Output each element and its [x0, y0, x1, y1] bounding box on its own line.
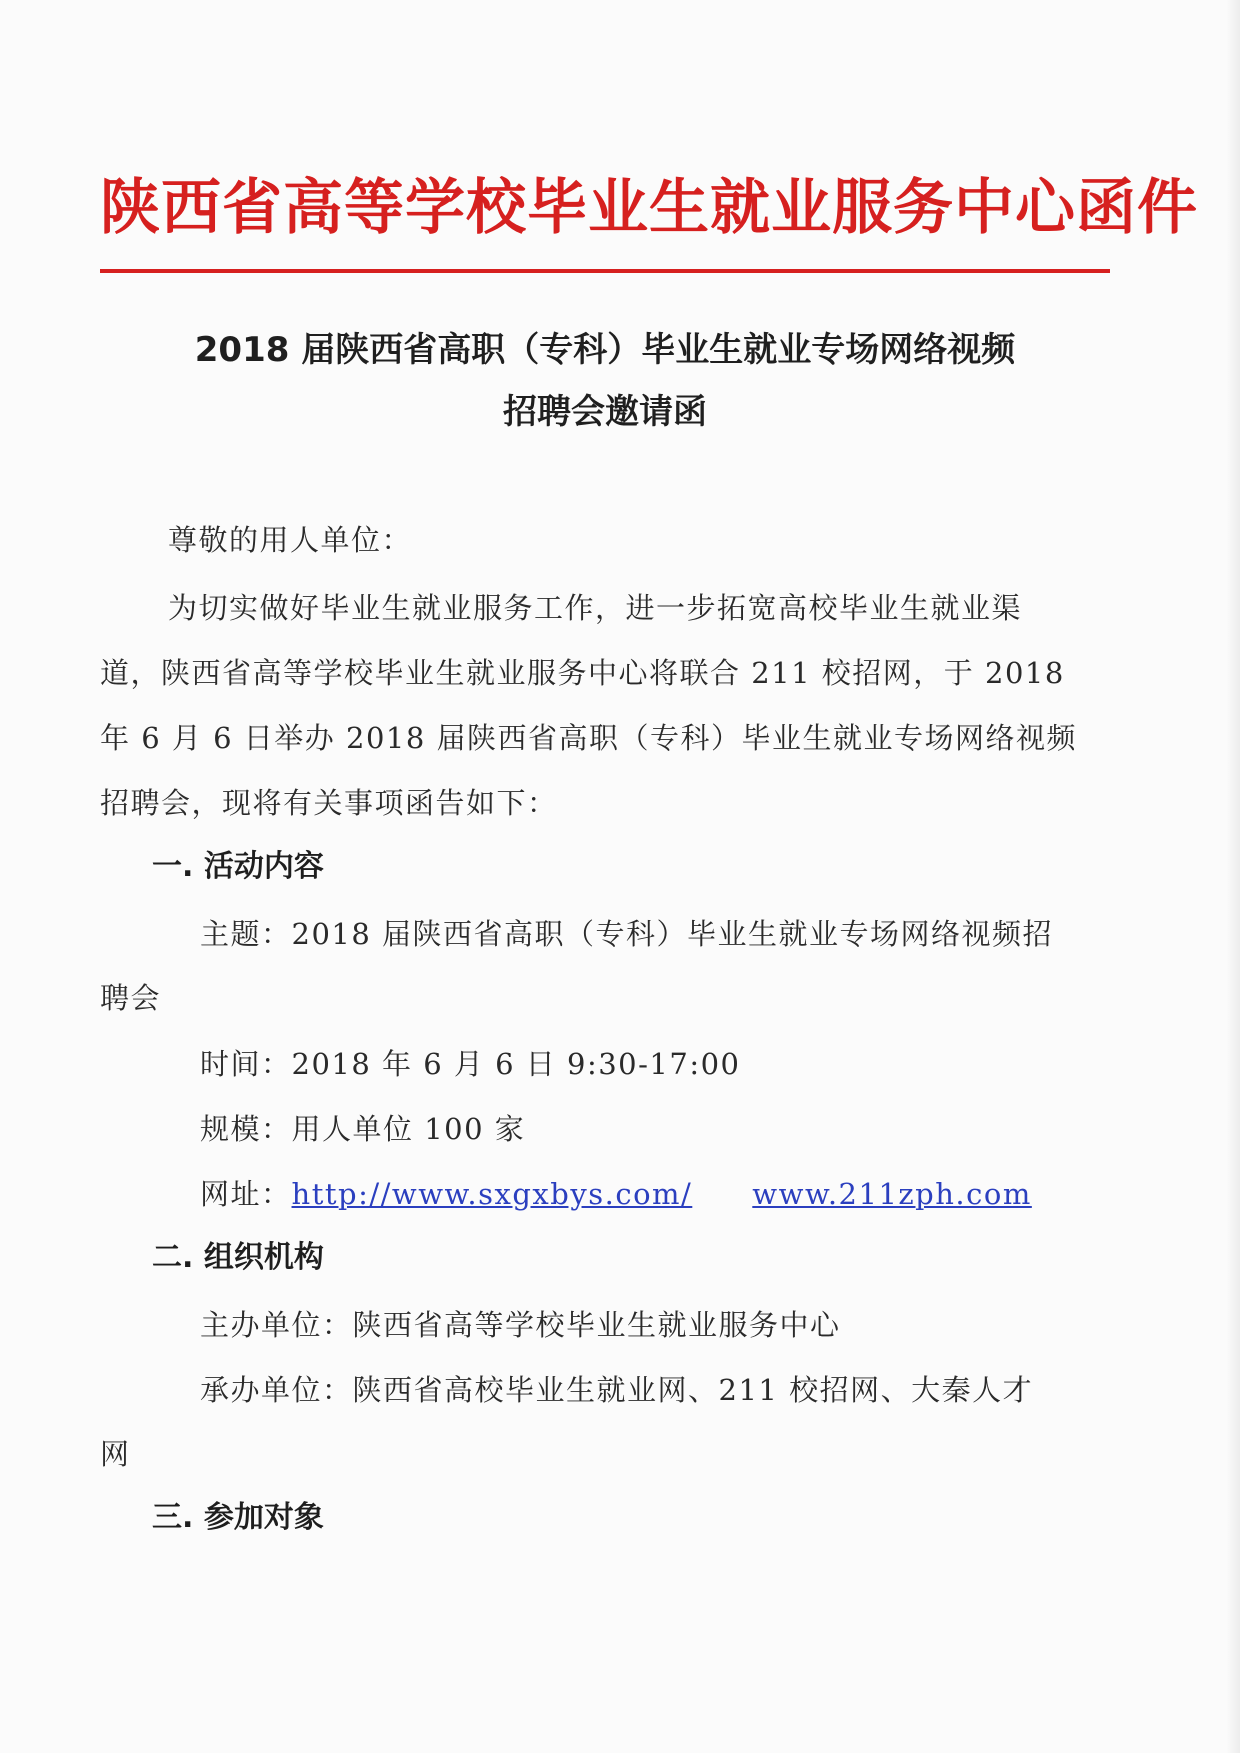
salutation: 尊敬的用人单位：: [168, 523, 413, 557]
event-scale: 规模：用人单位 100 家: [200, 1112, 526, 1146]
website-row: [200, 1177, 1032, 1211]
scan-edge-shadow: [1226, 0, 1240, 1753]
event-time: 时间：2018 年 6 月 6 日 9:30-17:00: [200, 1047, 741, 1081]
website-label: 网址：: [200, 1177, 292, 1211]
intro-line-1: 为切实做好毕业生就业服务工作，进一步拓宽高校毕业生就业渠: [168, 591, 1023, 625]
section-heading-activity: 一. 活动内容: [152, 849, 324, 884]
letterhead-title: 陕西省高等学校毕业生就业服务中心函件: [100, 173, 1198, 243]
theme-line-2: 聘会: [100, 981, 162, 1015]
document-title-line1: 2018 届陕西省高职（专科）毕业生就业专场网络视频: [194, 330, 1016, 370]
website-link-211zph[interactable]: www.211zph.com: [752, 1177, 1032, 1211]
letterhead-red-rule: [100, 269, 1110, 273]
intro-line-3: 年 6 月 6 日举办 2018 届陕西省高职（专科）毕业生就业专场网络视频: [100, 721, 1078, 755]
host-unit: 主办单位：陕西省高等学校毕业生就业服务中心: [200, 1308, 841, 1342]
section-heading-participants: 三. 参加对象: [152, 1500, 324, 1535]
intro-line-2: 道，陕西省高等学校毕业生就业服务中心将联合 211 校招网，于 2018: [100, 656, 1065, 690]
section-heading-organization: 二. 组织机构: [152, 1240, 324, 1275]
website-link-sxgxbys[interactable]: http://www.sxgxbys.com/: [291, 1177, 693, 1211]
theme-line-1: 主题：2018 届陕西省高职（专科）毕业生就业专场网络视频招: [200, 917, 1054, 951]
organizer-line-2: 网: [100, 1437, 131, 1471]
document-title-line2: 招聘会邀请函: [503, 392, 707, 432]
organizer-line-1: 承办单位：陕西省高校毕业生就业网、211 校招网、大秦人才: [200, 1373, 1034, 1407]
intro-line-4: 招聘会，现将有关事项函告如下：: [100, 786, 558, 820]
